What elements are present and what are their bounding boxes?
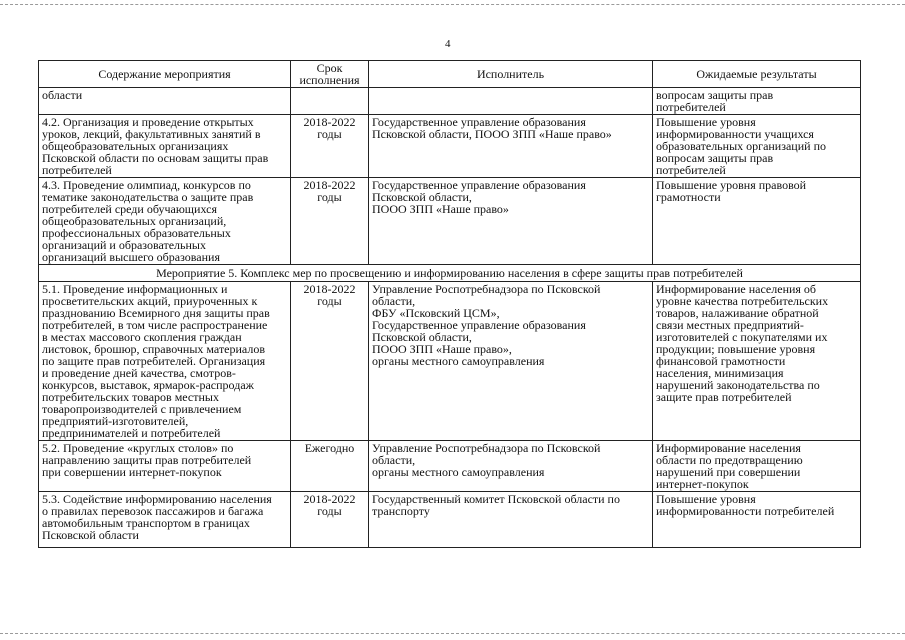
cell-content: 4.3. Проведение олимпиад, конкурсов по тематике законодательства о защите прав потребителей среди обучающихся общеобразовательных организаций, профессиональных образовательных организаций и образовательных организаций высшего образования [39, 178, 291, 265]
cell-results: Информирование населения области по предотвращению нарушений при совершении интернет-покупок [653, 441, 861, 492]
cell-deadline: 2018-2022 годы [291, 492, 369, 548]
cell-content: области [39, 88, 291, 115]
cell-deadline: 2018-2022 годы [291, 282, 369, 441]
table-row [39, 492, 861, 548]
scan-edge-bottom [0, 633, 905, 635]
cell-executor: Государственное управление образования Псковской области, ПООО ЗПП «Наше право» [369, 115, 653, 178]
header-executor: Исполнитель [369, 61, 653, 88]
cell-content: 5.1. Проведение информационных и просветительских акций, приуроченных к празднованию Всемирного дня защиты прав потребителей, в том числе распространение в местах массового скопления граждан листовок, брошюр, справочных материалов по защите прав потребителей. Организация и проведение дней качества, смотров- конкурсов, выставок, ярмарок-распродаж потребительских товаров местных товаропроизводителей с привлечением предприятий-изготовителей, предпринимателей и потребителей [39, 282, 291, 441]
executor-item: Управление Роспотребнадзора по Псковской области, [372, 441, 601, 467]
cell-executor: Государственное управление образования Псковской области, ПООО ЗПП «Наше право» [369, 178, 653, 265]
section-heading: Мероприятие 5. Комплекс мер по просвещению и информированию населения в сфере защиты прав потребителей [39, 265, 861, 282]
section-heading-row [39, 265, 861, 282]
header-deadline: Срок исполнения [291, 61, 369, 88]
table-row [39, 115, 861, 178]
cell-results: Повышение уровня информированности потребителей [653, 492, 861, 548]
table-row [39, 88, 861, 115]
executor-item: ПООО ЗПП «Наше право», [372, 342, 512, 356]
table-row [39, 441, 861, 492]
cell-results: вопросам защиты прав потребителей [653, 88, 861, 115]
cell-results: Повышение уровня информированности учащихся образовательных организаций по вопросам защиты прав потребителей [653, 115, 861, 178]
cell-deadline: 2018-2022 годы [291, 115, 369, 178]
header-results: Ожидаемые результаты [653, 61, 861, 88]
scan-edge-top [0, 4, 905, 6]
table-header-row [39, 61, 861, 88]
executor-item: органы местного самоуправления [372, 354, 545, 368]
executor-item: Государственное управление образования Псковской области, [372, 318, 586, 344]
table-row [39, 178, 861, 265]
cell-content: 4.2. Организация и проведение открытых уроков, лекций, факультативных занятий в общеобразовательных организациях Псковской области по основам защиты прав потребителей [39, 115, 291, 178]
cell-deadline: Ежегодно [291, 441, 369, 492]
cell-content: 5.2. Проведение «круглых столов» по направлению защиты прав потребителей при совершении интернет-покупок [39, 441, 291, 492]
cell-executor [369, 282, 653, 441]
cell-results: Повышение уровня правовой грамотности [653, 178, 861, 265]
executor-item: Управление Роспотребнадзора по Псковской области, [372, 282, 601, 308]
cell-executor [369, 88, 653, 115]
executor-item: Государственный комитет Псковской области по транспорту [372, 492, 620, 518]
cell-deadline: 2018-2022 годы [291, 178, 369, 265]
cell-results: Информирование населения об уровне качества потребительских товаров, налаживание обратной связи местных предприятий- изготовителей с покупателями их продукции; повышение уровня финансовой грамотности населения, минимизация нарушений законодательства по защите прав потребителей [653, 282, 861, 441]
executor-item: органы местного самоуправления [372, 465, 545, 479]
cell-executor [369, 492, 653, 548]
measures-table [38, 60, 861, 548]
executor-item: ФБУ «Псковский ЦСМ», [372, 306, 500, 320]
cell-deadline [291, 88, 369, 115]
cell-executor [369, 441, 653, 492]
page-number: 4 [445, 38, 451, 50]
cell-content: 5.3. Содействие информированию населения о правилах перевозок пассажиров и багажа автомобильным транспортом в границах Псковской области [39, 492, 291, 548]
header-content: Содержание мероприятия [39, 61, 291, 88]
table-row [39, 282, 861, 441]
